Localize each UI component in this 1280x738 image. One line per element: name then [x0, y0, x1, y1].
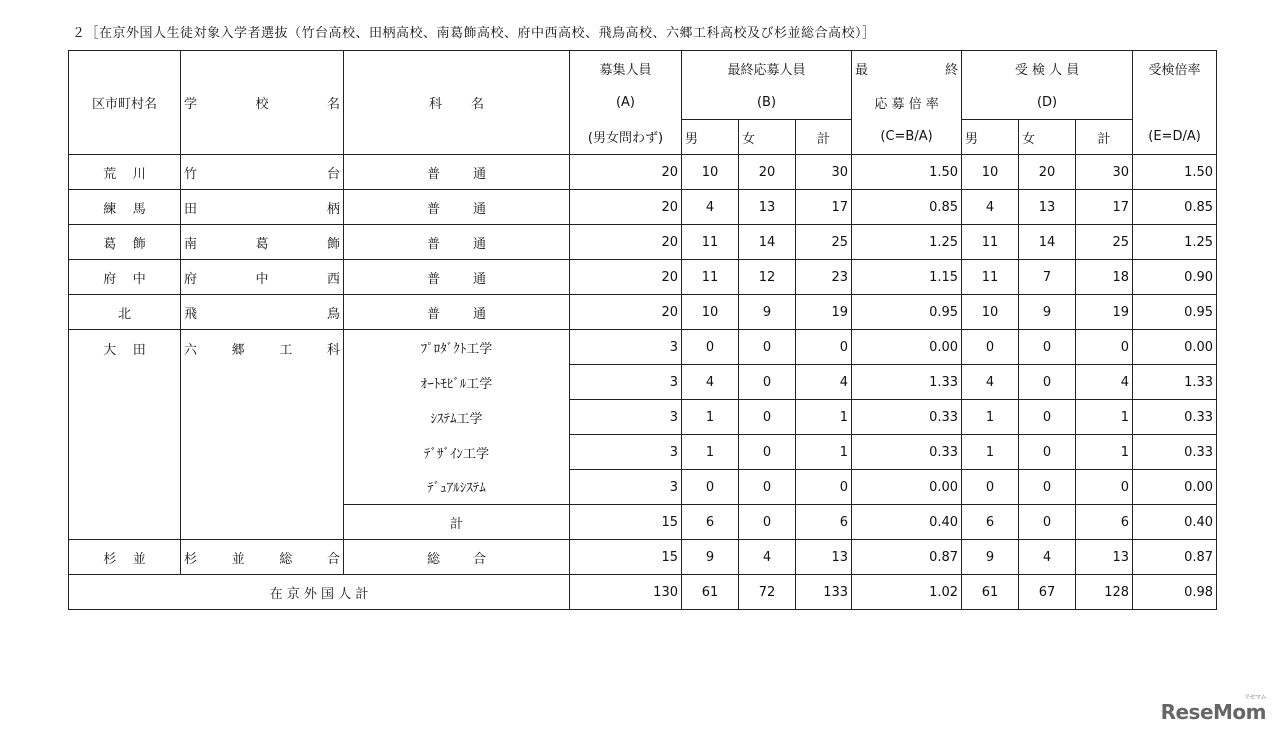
cell-final-ratio: 0.33	[852, 400, 962, 435]
header-male: 男	[682, 120, 739, 155]
cell-applicants-total: 1	[796, 400, 852, 435]
cell-examinees-male: 6	[962, 505, 1019, 540]
cell-exam-ratio: 0.40	[1133, 505, 1217, 540]
cell-examinees-female: 0	[1019, 365, 1076, 400]
header-total: 計	[796, 120, 852, 155]
cell-applicants-male: 6	[682, 505, 739, 540]
cell-applicants-female: 0	[739, 365, 796, 400]
cell-applicants-female: 4	[739, 540, 796, 575]
cell-final-ratio: 0.00	[852, 470, 962, 505]
cell-examinees-total: 1	[1076, 435, 1133, 470]
table-row	[69, 260, 1217, 295]
cell-final-ratio: 0.95	[852, 295, 962, 330]
cell-examinees-total: 19	[1076, 295, 1133, 330]
cell-examinees-total: 30	[1076, 155, 1133, 190]
cell-examinees-female: 4	[1019, 540, 1076, 575]
cell-applicants-male: 11	[682, 260, 739, 295]
cell-final-ratio: 1.33	[852, 365, 962, 400]
cell-applicants-female: 14	[739, 225, 796, 260]
cell-school: 杉 並 総 合	[181, 540, 344, 575]
cell-examinees-total: 25	[1076, 225, 1133, 260]
cell-exam-ratio: 0.87	[1133, 540, 1217, 575]
cell-examinees-total: 18	[1076, 260, 1133, 295]
cell-examinees-male: 1	[962, 435, 1019, 470]
cell-course: 普 通	[344, 225, 570, 260]
cell-capacity: 130	[570, 575, 682, 610]
cell-district: 大 田	[69, 330, 181, 540]
cell-final-ratio: 1.25	[852, 225, 962, 260]
cell-district: 府 中	[69, 260, 181, 295]
cell-applicants-male: 10	[682, 295, 739, 330]
cell-course: 普 通	[344, 295, 570, 330]
header-final-applicants: 最終応募人員	[682, 51, 852, 86]
cell-exam-ratio: 0.95	[1133, 295, 1217, 330]
header-total: 計	[1076, 120, 1133, 155]
cell-examinees-female: 20	[1019, 155, 1076, 190]
header-male: 男	[962, 120, 1019, 155]
cell-applicants-male: 9	[682, 540, 739, 575]
cell-final-ratio: 1.15	[852, 260, 962, 295]
cell-examinees-female: 7	[1019, 260, 1076, 295]
cell-capacity: 15	[570, 505, 682, 540]
cell-examinees-female: 0	[1019, 470, 1076, 505]
cell-examinees-total: 0	[1076, 330, 1133, 365]
cell-applicants-total: 1	[796, 435, 852, 470]
cell-capacity: 3	[570, 435, 682, 470]
total-label: 在 京 外 国 人 計	[69, 575, 570, 610]
cell-applicants-total: 4	[796, 365, 852, 400]
cell-examinees-total: 13	[1076, 540, 1133, 575]
cell-examinees-total: 6	[1076, 505, 1133, 540]
cell-course: 計	[344, 505, 570, 540]
document-title: ２［在京外国人生徒対象入学者選抜（竹台高校、田柄高校、南葛飾高校、府中西高校、飛鳥高校、六郷工科高校及び杉並総合高校）］	[72, 26, 876, 41]
table-row	[69, 190, 1217, 225]
header-row	[69, 51, 1217, 86]
cell-examinees-male: 4	[962, 190, 1019, 225]
cell-examinees-male: 11	[962, 260, 1019, 295]
cell-capacity: 3	[570, 365, 682, 400]
cell-examinees-total: 1	[1076, 400, 1133, 435]
cell-district: 練 馬	[69, 190, 181, 225]
cell-applicants-female: 20	[739, 155, 796, 190]
cell-applicants-female: 9	[739, 295, 796, 330]
header-female: 女	[739, 120, 796, 155]
cell-examinees-total: 128	[1076, 575, 1133, 610]
cell-applicants-male: 4	[682, 190, 739, 225]
table-row	[69, 540, 1217, 575]
cell-examinees-male: 9	[962, 540, 1019, 575]
cell-exam-ratio: 0.33	[1133, 400, 1217, 435]
cell-exam-ratio: 1.25	[1133, 225, 1217, 260]
cell-examinees-total: 17	[1076, 190, 1133, 225]
cell-capacity: 20	[570, 225, 682, 260]
cell-capacity: 20	[570, 190, 682, 225]
header-exam-ratio: 受検倍率	[1133, 51, 1217, 86]
cell-exam-ratio: 0.98	[1133, 575, 1217, 610]
cell-exam-ratio: 1.33	[1133, 365, 1217, 400]
cell-capacity: 20	[570, 155, 682, 190]
cell-school: 六 郷 工 科	[181, 330, 344, 540]
cell-school: 竹 台	[181, 155, 344, 190]
header-examinees: 受 検 人 員	[962, 51, 1133, 86]
cell-examinees-male: 0	[962, 470, 1019, 505]
cell-course: ﾌﾟﾛﾀﾞｸﾄ工学	[344, 330, 570, 365]
cell-course: 総 合	[344, 540, 570, 575]
header-exam-ratio-formula: (E=D/A)	[1133, 120, 1217, 155]
cell-examinees-female: 0	[1019, 435, 1076, 470]
cell-exam-ratio: 0.90	[1133, 260, 1217, 295]
header-capacity-note: (男女問わず)	[570, 120, 682, 155]
cell-applicants-total: 133	[796, 575, 852, 610]
header-final-applicants-b: (B)	[682, 85, 852, 120]
cell-examinees-total: 0	[1076, 470, 1133, 505]
cell-final-ratio: 1.50	[852, 155, 962, 190]
cell-applicants-total: 0	[796, 330, 852, 365]
table-row	[69, 225, 1217, 260]
cell-final-ratio: 0.40	[852, 505, 962, 540]
cell-applicants-male: 61	[682, 575, 739, 610]
cell-examinees-total: 4	[1076, 365, 1133, 400]
header-district: 区市町村名	[69, 51, 181, 155]
table-row	[69, 295, 1217, 330]
cell-examinees-female: 13	[1019, 190, 1076, 225]
cell-district: 葛 飾	[69, 225, 181, 260]
cell-applicants-female: 13	[739, 190, 796, 225]
cell-final-ratio: 1.02	[852, 575, 962, 610]
cell-examinees-male: 61	[962, 575, 1019, 610]
cell-examinees-male: 1	[962, 400, 1019, 435]
cell-district: 杉 並	[69, 540, 181, 575]
cell-district: 荒 川	[69, 155, 181, 190]
cell-examinees-female: 0	[1019, 400, 1076, 435]
header-course: 科 名	[344, 51, 570, 155]
cell-examinees-female: 9	[1019, 295, 1076, 330]
cell-applicants-total: 17	[796, 190, 852, 225]
cell-school: 飛 鳥	[181, 295, 344, 330]
cell-examinees-male: 10	[962, 295, 1019, 330]
cell-course: 普 通	[344, 155, 570, 190]
cell-capacity: 3	[570, 470, 682, 505]
cell-course: ﾃﾞｭｱﾙｼｽﾃﾑ	[344, 470, 570, 505]
header-final-ratio-label: 応 募 倍 率	[852, 85, 962, 120]
cell-course: 普 通	[344, 260, 570, 295]
cell-applicants-total: 6	[796, 505, 852, 540]
cell-course: 普 通	[344, 190, 570, 225]
header-examinees-d: (D)	[962, 85, 1133, 120]
cell-final-ratio: 0.33	[852, 435, 962, 470]
total-row	[69, 575, 1217, 610]
cell-examinees-male: 4	[962, 365, 1019, 400]
cell-final-ratio: 0.00	[852, 330, 962, 365]
cell-applicants-female: 72	[739, 575, 796, 610]
cell-applicants-total: 25	[796, 225, 852, 260]
cell-applicants-female: 12	[739, 260, 796, 295]
header-capacity: 募集人員	[570, 51, 682, 86]
header-school: 学 校 名	[181, 51, 344, 155]
cell-school: 田 柄	[181, 190, 344, 225]
cell-examinees-male: 11	[962, 225, 1019, 260]
cell-applicants-female: 0	[739, 505, 796, 540]
cell-applicants-total: 19	[796, 295, 852, 330]
cell-applicants-male: 1	[682, 400, 739, 435]
cell-applicants-male: 1	[682, 435, 739, 470]
table-row	[69, 155, 1217, 190]
cell-applicants-female: 0	[739, 400, 796, 435]
cell-final-ratio: 0.87	[852, 540, 962, 575]
cell-capacity: 3	[570, 400, 682, 435]
cell-exam-ratio: 0.33	[1133, 435, 1217, 470]
cell-examinees-female: 0	[1019, 330, 1076, 365]
cell-applicants-female: 0	[739, 470, 796, 505]
cell-applicants-total: 30	[796, 155, 852, 190]
cell-applicants-male: 11	[682, 225, 739, 260]
cell-applicants-total: 13	[796, 540, 852, 575]
cell-applicants-female: 0	[739, 435, 796, 470]
cell-exam-ratio: 0.00	[1133, 330, 1217, 365]
header-exam-ratio-blank	[1133, 85, 1217, 120]
header-female: 女	[1019, 120, 1076, 155]
cell-applicants-male: 10	[682, 155, 739, 190]
resemom-logo: リセマム ReseMom	[1160, 694, 1266, 724]
cell-examinees-male: 10	[962, 155, 1019, 190]
cell-applicants-total: 23	[796, 260, 852, 295]
cell-exam-ratio: 0.85	[1133, 190, 1217, 225]
cell-examinees-male: 0	[962, 330, 1019, 365]
header-final-ratio-formula: (C=B/A)	[852, 120, 962, 155]
cell-applicants-female: 0	[739, 330, 796, 365]
cell-school: 南 葛 飾	[181, 225, 344, 260]
cell-applicants-male: 0	[682, 470, 739, 505]
cell-exam-ratio: 0.00	[1133, 470, 1217, 505]
cell-applicants-male: 0	[682, 330, 739, 365]
cell-course: ｼｽﾃﾑ工学	[344, 400, 570, 435]
cell-capacity: 15	[570, 540, 682, 575]
cell-course: ﾃﾞｻﾞｲﾝ工学	[344, 435, 570, 470]
header-capacity-a: (A)	[570, 85, 682, 120]
cell-capacity: 20	[570, 295, 682, 330]
cell-school: 府 中 西	[181, 260, 344, 295]
cell-district: 北	[69, 295, 181, 330]
cell-examinees-female: 14	[1019, 225, 1076, 260]
cell-exam-ratio: 1.50	[1133, 155, 1217, 190]
cell-capacity: 20	[570, 260, 682, 295]
cell-capacity: 3	[570, 330, 682, 365]
cell-final-ratio: 0.85	[852, 190, 962, 225]
cell-examinees-female: 0	[1019, 505, 1076, 540]
cell-examinees-female: 67	[1019, 575, 1076, 610]
table-row	[69, 330, 1217, 365]
cell-applicants-total: 0	[796, 470, 852, 505]
header-final-ratio: 最 終	[852, 51, 962, 86]
cell-applicants-male: 4	[682, 365, 739, 400]
cell-course: ｵｰﾄﾓﾋﾞﾙ工学	[344, 365, 570, 400]
admission-results-table	[68, 50, 1217, 610]
